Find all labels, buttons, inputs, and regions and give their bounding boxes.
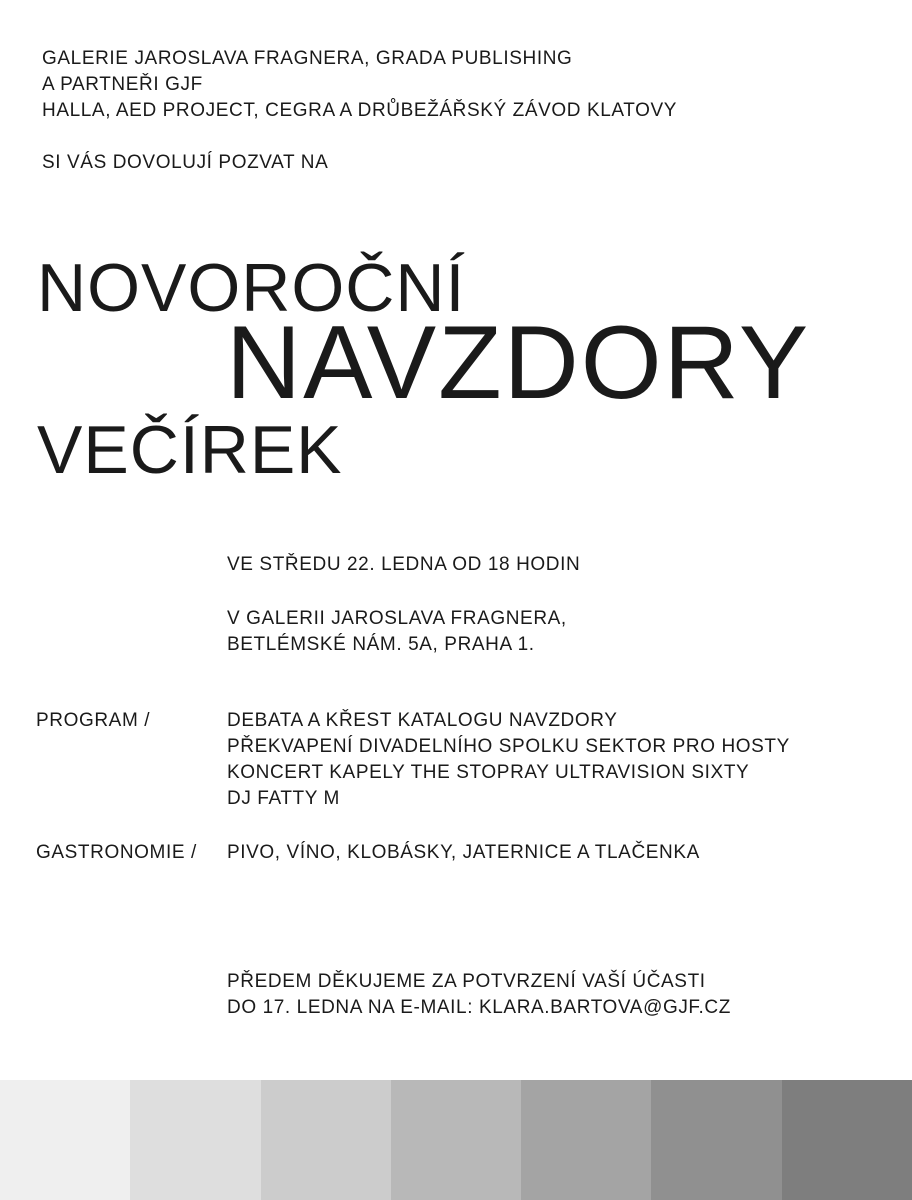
program-item: DJ FATTY M [227,788,340,809]
program-label: PROGRAM / [36,710,151,731]
venue-line: BETLÉMSKÉ NÁM. 5A, PRAHA 1. [227,634,535,655]
venue-line: V GALERII JAROSLAVA FRAGNERA, [227,608,567,629]
rsvp-block [227,969,731,1021]
hosts-line: A PARTNEŘI GJF [42,74,203,95]
title-line-vecirek: VEČÍREK [37,412,343,488]
event-venue [227,606,567,658]
title-line-navzdory: NAVZDORY [226,305,811,421]
program-item: PŘEKVAPENÍ DIVADELNÍHO SPOLKU SEKTOR PRO HOSTY [227,736,790,757]
gastronomie-label: GASTRONOMIE / [36,842,197,863]
event-date: VE STŘEDU 22. LEDNA OD 18 HODIN [227,554,581,575]
gastronomie-value: PIVO, VÍNO, KLOBÁSKY, JATERNICE A TLAČENKA [227,842,700,863]
rsvp-line: PŘEDEM DĚKUJEME ZA POTVRZENÍ VAŠÍ ÚČASTI [227,971,706,992]
title-line-novorocni: NOVOROČNÍ [37,250,466,326]
rsvp-line: DO 17. LEDNA NA E-MAIL: KLARA.BARTOVA@GJF.CZ [227,997,731,1018]
gray-swatch [651,1080,781,1200]
gray-swatch [782,1080,912,1200]
hosts-line: HALLA, AED PROJECT, CEGRA A DRŮBEŽÁŘSKÝ ZÁVOD KLATOVY [42,100,678,121]
program-item: DEBATA A KŘEST KATALOGU NAVZDORY [227,710,618,731]
invite-text: SI VÁS DOVOLUJÍ POZVAT NA [42,152,329,173]
program-item: KONCERT KAPELY THE STOPRAY ULTRAVISION SIXTY [227,762,750,783]
gray-swatch [521,1080,651,1200]
hosts-line: GALERIE JAROSLAVA FRAGNERA, GRADA PUBLISHING [42,48,573,69]
gray-swatch-strip [0,1080,912,1200]
gray-swatch [261,1080,391,1200]
hosts-block [42,46,677,124]
gray-swatch [0,1080,130,1200]
gray-swatch [391,1080,521,1200]
gray-swatch [130,1080,260,1200]
program-list [227,708,790,812]
